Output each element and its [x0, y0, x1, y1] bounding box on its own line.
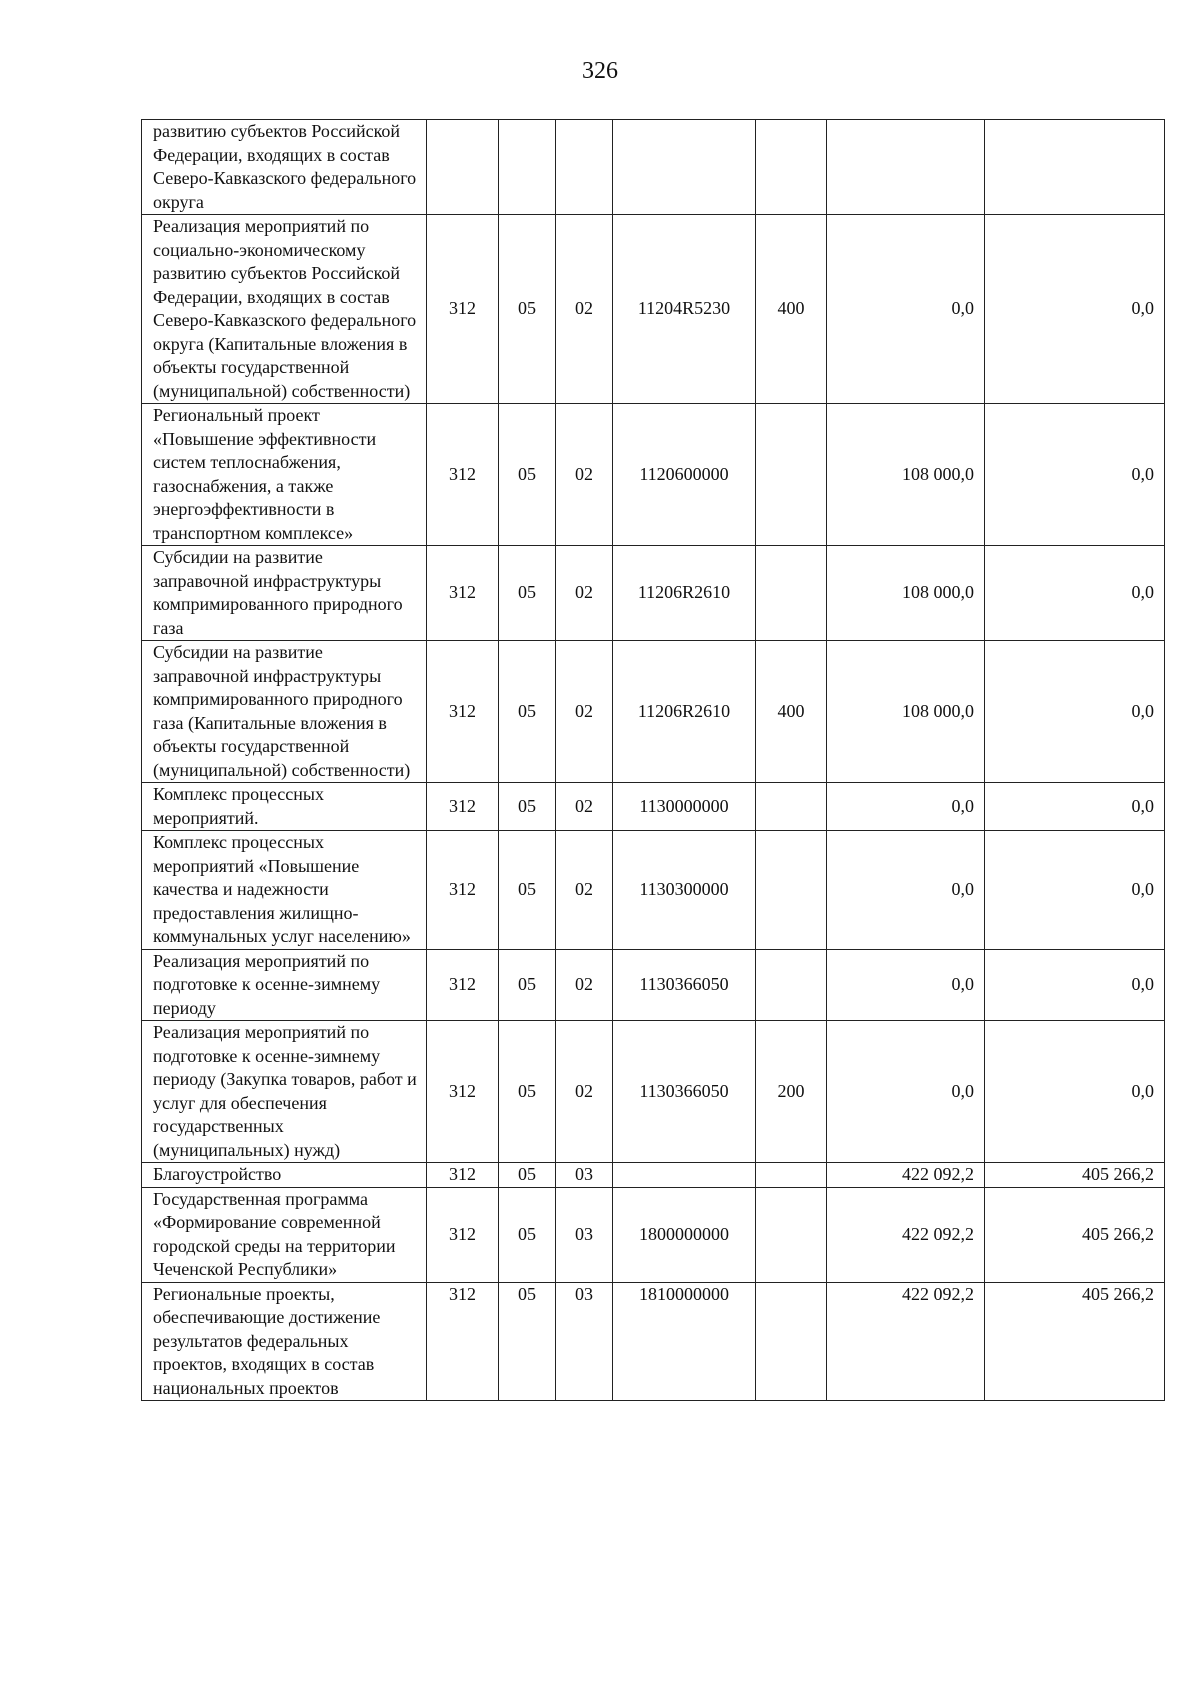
expense-type-cell: [756, 831, 827, 950]
section-code-cell: 05: [499, 1282, 556, 1401]
target-article-cell: [613, 1163, 756, 1188]
expense-type-cell: [756, 949, 827, 1021]
table-row: [142, 783, 1165, 831]
section-code-cell: 05: [499, 1021, 556, 1163]
target-article-cell: 11206R2610: [613, 546, 756, 641]
row-name-cell: Субсидии на развитие заправочной инфраструктуры компримированного природного газа (Капитальные вложения в объекты государственной (муниципальной) собственности): [142, 641, 427, 783]
row-name-cell: Комплекс процессных мероприятий «Повышение качества и надежности предоставления жилищно-коммунальных услуг населению»: [142, 831, 427, 950]
target-article-cell: 1130000000: [613, 783, 756, 831]
section-code-cell: [499, 120, 556, 215]
subsection-code-cell: 02: [556, 949, 613, 1021]
amount-year1-cell: 0,0: [827, 215, 985, 404]
amount-year1-cell: 108 000,0: [827, 546, 985, 641]
subsection-code-cell: 03: [556, 1187, 613, 1282]
amount-year2-cell: 0,0: [985, 215, 1165, 404]
amount-year2-cell: 405 266,2: [985, 1163, 1165, 1188]
target-article-cell: 1130366050: [613, 1021, 756, 1163]
ministry-code-cell: 312: [427, 1021, 499, 1163]
target-article-cell: 11204R5230: [613, 215, 756, 404]
table-row: [142, 546, 1165, 641]
amount-year1-cell: 108 000,0: [827, 404, 985, 546]
table-row: [142, 404, 1165, 546]
amount-year1-cell: 422 092,2: [827, 1163, 985, 1188]
target-article-cell: 1800000000: [613, 1187, 756, 1282]
target-article-cell: 1120600000: [613, 404, 756, 546]
ministry-code-cell: 312: [427, 783, 499, 831]
target-article-cell: 11206R2610: [613, 641, 756, 783]
table-row: [142, 949, 1165, 1021]
amount-year2-cell: 0,0: [985, 831, 1165, 950]
amount-year2-cell: 0,0: [985, 641, 1165, 783]
section-code-cell: 05: [499, 641, 556, 783]
budget-table: [141, 119, 1165, 1401]
amount-year2-cell: [985, 120, 1165, 215]
ministry-code-cell: 312: [427, 1163, 499, 1188]
amount-year1-cell: [827, 120, 985, 215]
amount-year2-cell: 0,0: [985, 1021, 1165, 1163]
ministry-code-cell: 312: [427, 215, 499, 404]
section-code-cell: 05: [499, 1187, 556, 1282]
subsection-code-cell: 03: [556, 1163, 613, 1188]
row-name-cell: Государственная программа «Формирование современной городской среды на территории Чеченской Республики»: [142, 1187, 427, 1282]
expense-type-cell: [756, 404, 827, 546]
section-code-cell: 05: [499, 783, 556, 831]
expense-type-cell: [756, 120, 827, 215]
amount-year1-cell: 0,0: [827, 783, 985, 831]
page-number: 326: [582, 58, 618, 84]
target-article-cell: [613, 120, 756, 215]
row-name-cell: Региональные проекты, обеспечивающие достижение результатов федеральных проектов, входящих в состав национальных проектов: [142, 1282, 427, 1401]
table-row: [142, 641, 1165, 783]
row-name-cell: Благоустройство: [142, 1163, 427, 1188]
table-row: [142, 120, 1165, 215]
ministry-code-cell: 312: [427, 641, 499, 783]
section-code-cell: 05: [499, 546, 556, 641]
amount-year1-cell: 0,0: [827, 1021, 985, 1163]
expense-type-cell: [756, 1282, 827, 1401]
expense-type-cell: 400: [756, 215, 827, 404]
target-article-cell: 1130366050: [613, 949, 756, 1021]
row-name-cell: Субсидии на развитие заправочной инфраструктуры компримированного природного газа: [142, 546, 427, 641]
amount-year2-cell: 0,0: [985, 783, 1165, 831]
section-code-cell: 05: [499, 831, 556, 950]
amount-year1-cell: 422 092,2: [827, 1187, 985, 1282]
ministry-code-cell: 312: [427, 1187, 499, 1282]
expense-type-cell: [756, 783, 827, 831]
amount-year1-cell: 0,0: [827, 831, 985, 950]
section-code-cell: 05: [499, 949, 556, 1021]
target-article-cell: 1810000000: [613, 1282, 756, 1401]
row-name-cell: Комплекс процессных мероприятий.: [142, 783, 427, 831]
ministry-code-cell: 312: [427, 546, 499, 641]
row-name-cell: развитию субъектов Российской Федерации, входящих в состав Северо-Кавказского федерального округа: [142, 120, 427, 215]
expense-type-cell: [756, 1163, 827, 1188]
amount-year1-cell: 0,0: [827, 949, 985, 1021]
expense-type-cell: [756, 1187, 827, 1282]
section-code-cell: 05: [499, 1163, 556, 1188]
amount-year2-cell: 405 266,2: [985, 1282, 1165, 1401]
table-row: [142, 831, 1165, 950]
amount-year2-cell: 0,0: [985, 404, 1165, 546]
expense-type-cell: [756, 546, 827, 641]
amount-year2-cell: 0,0: [985, 546, 1165, 641]
subsection-code-cell: 02: [556, 215, 613, 404]
subsection-code-cell: 03: [556, 1282, 613, 1401]
target-article-cell: 1130300000: [613, 831, 756, 950]
row-name-cell: Реализация мероприятий по подготовке к осенне-зимнему периоду (Закупка товаров, работ и услуг для обеспечения государственных (муниципальных) нужд): [142, 1021, 427, 1163]
subsection-code-cell: 02: [556, 1021, 613, 1163]
ministry-code-cell: 312: [427, 949, 499, 1021]
table-row: [142, 215, 1165, 404]
table-row: [142, 1282, 1165, 1401]
table-row: [142, 1187, 1165, 1282]
row-name-cell: Реализация мероприятий по социально-экономическому развитию субъектов Российской Федерации, входящих в состав Северо-Кавказского федерального округа (Капитальные вложения в объекты государственной (муниципальной) собственности): [142, 215, 427, 404]
row-name-cell: Региональный проект «Повышение эффективности систем теплоснабжения, газоснабжения, а также энергоэффективности в транспортном комплексе»: [142, 404, 427, 546]
ministry-code-cell: [427, 120, 499, 215]
amount-year1-cell: 422 092,2: [827, 1282, 985, 1401]
ministry-code-cell: 312: [427, 831, 499, 950]
section-code-cell: 05: [499, 215, 556, 404]
amount-year2-cell: 0,0: [985, 949, 1165, 1021]
amount-year1-cell: 108 000,0: [827, 641, 985, 783]
expense-type-cell: 400: [756, 641, 827, 783]
ministry-code-cell: 312: [427, 1282, 499, 1401]
subsection-code-cell: 02: [556, 546, 613, 641]
table-row: [142, 1163, 1165, 1188]
budget-table-body: [142, 120, 1165, 1401]
table-row: [142, 1021, 1165, 1163]
subsection-code-cell: [556, 120, 613, 215]
expense-type-cell: 200: [756, 1021, 827, 1163]
subsection-code-cell: 02: [556, 404, 613, 546]
subsection-code-cell: 02: [556, 831, 613, 950]
row-name-cell: Реализация мероприятий по подготовке к осенне-зимнему периоду: [142, 949, 427, 1021]
ministry-code-cell: 312: [427, 404, 499, 546]
subsection-code-cell: 02: [556, 783, 613, 831]
subsection-code-cell: 02: [556, 641, 613, 783]
amount-year2-cell: 405 266,2: [985, 1187, 1165, 1282]
section-code-cell: 05: [499, 404, 556, 546]
